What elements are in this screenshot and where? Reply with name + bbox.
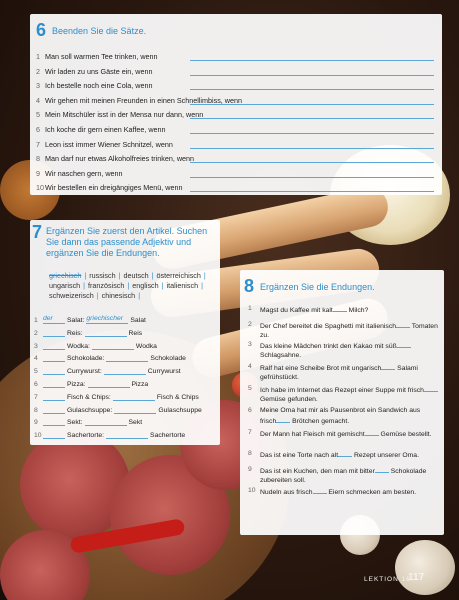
row-number: 5 [34,368,38,376]
garlic [395,540,455,595]
row-number: 8 [34,406,38,414]
article-blank[interactable] [43,379,65,388]
ending-blank[interactable] [424,384,438,392]
sentence-end: Schlagsahne. [260,352,302,359]
exercise-6-panel [30,14,442,195]
answer-line[interactable] [190,133,434,134]
sentence-start: Das ist ein Kuchen, den man mit bitter [260,468,375,475]
answer-line[interactable] [190,104,434,105]
row-number: 7 [34,393,38,401]
exercise-number: 7 [32,222,43,242]
separator: | [118,271,121,280]
lesson-label: LEKTION 16 [364,576,411,583]
sentence-text: Mein Mitschüler isst in der Mensa nur dann, wenn [45,110,204,120]
sentence-row [248,320,438,340]
sentence-start: Ralf hat eine Scheibe Brot mit ungarisch [260,365,382,372]
sentence-start: Nudeln aus frisch [260,489,313,496]
sentence-text [260,304,438,315]
noun-result: Reis [128,329,143,337]
article-row [34,430,185,439]
row-number: 1 [34,317,38,324]
adjective-option: chinesisch [101,291,136,300]
row-number: 1 [36,52,40,61]
adjective-blank[interactable] [113,392,155,401]
sentence-row [248,406,438,426]
article-row [34,341,157,350]
sentence-start: Der Mann hat Fleisch mit gemischt [260,431,365,438]
sentence-end: Schokolade zubereiten soll. [260,468,427,484]
ending-blank[interactable] [313,486,327,494]
row-number: 6 [36,125,40,134]
noun-result: Sekt [128,419,143,427]
adjective-option: französisch [88,281,125,290]
sentence-end: Gemüse gefunden. [260,396,318,403]
article-blank[interactable] [43,366,65,375]
sentence-text: Wir gehen mit meinen Freunden in einen Schnellimbiss, wenn [45,95,242,105]
sentence-text [260,384,438,404]
exercise-8-panel [240,270,444,535]
noun-label: Fisch & Chips: [67,393,111,401]
article-blank[interactable] [43,392,65,401]
sentence-end: Gemüse bestellt. [378,431,432,438]
adjective-blank[interactable] [85,328,127,337]
article-blank[interactable] [43,405,65,414]
sentence-end: Milch? [346,307,369,314]
sentence-start: Der Chef bereitet die Spaghetti mit italienisch [260,323,397,330]
separator: | [201,281,203,290]
sentence-row [36,125,166,134]
article-blank[interactable] [43,341,65,350]
ending-blank[interactable] [333,304,347,312]
article-row [34,379,148,388]
sentence-start: Das ist eine Torte nach alt [260,452,339,459]
sentence-end: Eiern schmecken am besten. [326,489,417,496]
ending-blank[interactable] [381,362,395,370]
sentence-row [248,340,438,360]
noun-result: Salat [130,317,146,324]
row-number: 3 [36,81,40,91]
sentence-text: Wir naschen gern, wenn [45,168,123,178]
sentence-text [260,406,438,426]
row-number: 5 [248,385,252,392]
sentence-row [248,486,438,497]
article-row [34,353,186,362]
row-number: 9 [248,466,252,473]
row-number: 3 [248,341,252,348]
article-row [34,392,199,401]
ending-blank[interactable] [276,415,290,423]
row-number: 7 [248,429,252,436]
row-number: 6 [248,407,252,414]
adjective-blank[interactable] [85,417,127,426]
article-blank[interactable] [43,417,65,426]
answer-line[interactable] [190,60,434,61]
separator: | [83,281,86,290]
adjective-option: griechisch [49,271,82,280]
ending-blank[interactable] [338,449,352,457]
ending-blank[interactable] [375,465,389,473]
answer-line[interactable] [190,75,434,76]
sentence-text: Ich bestelle noch eine Cola, wenn [45,81,153,91]
article-blank[interactable] [43,430,65,439]
sentence-row [36,67,152,76]
row-number: 9 [36,168,40,178]
sentence-text: Wir laden zu uns Gäste ein, wenn [45,66,153,76]
answer-line[interactable] [190,177,434,178]
adjective-option: schweizerisch [49,291,94,300]
sentence-text: Leon isst immer Wiener Schnitzel, wenn [45,139,173,149]
article-row [34,315,146,324]
row-number: 2 [36,66,40,76]
adjective-list [46,271,216,301]
separator: | [127,281,130,290]
sentence-text: Ich koche dir gern einen Kaffee, wenn [45,125,166,134]
row-number: 1 [248,305,252,312]
sentence-text: Wir bestellen ein dreigängiges Menü, wenn [45,183,183,193]
adjective-option: österreichisch [156,271,201,280]
noun-result: Pizza [131,381,149,388]
sentence-text [260,362,438,382]
sentence-row [36,169,123,178]
separator: | [96,291,99,300]
adjective-blank[interactable] [104,366,146,375]
answer-line[interactable] [190,89,434,90]
sentence-row [36,183,182,192]
row-number: 4 [248,363,252,370]
exercise-number: 8 [244,276,255,296]
ending-blank[interactable] [365,428,379,436]
separator: | [151,271,154,280]
answer-line[interactable] [190,162,434,163]
adjective-blank[interactable] [92,341,134,350]
sentence-row [248,362,438,382]
separator: | [161,281,164,290]
sentence-end: Tomaten zu. [260,323,438,339]
noun-label: Sekt: [67,419,83,427]
adjective-option: italienisch [166,281,199,290]
noun-result: Schokolade [150,355,186,363]
noun-label: Sachertorte: [67,432,105,440]
sentence-start: Ich habe im Internet das Rezept einer Suppe mit frisch [260,387,424,394]
sentence-text: Man soll warmen Tee trinken, wenn [45,52,158,61]
row-number: 4 [36,95,40,105]
sentence-text [260,486,438,497]
sentence-row [248,428,438,439]
sentence-row [36,110,203,119]
article-row [34,405,202,414]
noun-label: Salat: [67,317,85,324]
row-number: 10 [248,487,256,494]
row-number: 2 [34,329,38,337]
sentence-text [260,449,438,460]
noun-label: Pizza: [67,381,86,388]
ending-blank[interactable] [397,340,411,348]
row-number: 8 [36,154,40,164]
row-number: 10 [36,183,44,193]
noun-result: Wodka [135,342,157,350]
sentence-start: Magst du Kaffee mit kalt [260,307,333,314]
adjective-blank[interactable] [106,430,148,439]
article-blank[interactable] [43,353,65,362]
row-number: 10 [34,432,42,440]
sentence-text: Man darf nur etwas Alkoholfreies trinken, wenn [45,154,195,164]
answer-line[interactable] [190,118,434,119]
row-number: 9 [34,419,38,427]
ending-blank[interactable] [396,320,410,328]
adjective-option: englisch [132,281,159,290]
sentence-row [36,52,158,61]
sentence-end: Brötchen gemacht. [290,418,350,425]
exercise-title: Beenden Sie die Sätze. [52,26,147,36]
noun-result: Sachertorte [150,432,186,440]
sentence-row [248,465,438,485]
separator: | [138,291,141,300]
noun-label: Gulaschsuppe: [67,406,113,414]
article-row [34,417,142,426]
noun-result: Currywurst [147,368,181,376]
adjective-blank[interactable]: griechischer [86,315,128,324]
row-number: 5 [36,110,40,120]
row-number: 7 [36,139,40,149]
adjective-blank[interactable] [88,379,130,388]
sentence-row [36,81,152,90]
exercise-number: 6 [36,20,47,40]
exercise-7-panel [30,220,220,445]
sentence-row [36,154,194,163]
answer-line[interactable] [190,148,434,149]
sentence-text [260,320,438,340]
sentence-row [248,304,438,315]
sentence-text [260,428,438,439]
sentence-start: Meine Oma hat mir als Pausenbrot ein Sandwich aus frisch [260,407,421,425]
adjective-option: russisch [89,271,116,280]
article-row [34,366,181,375]
noun-label: Wodka: [67,342,90,350]
noun-result: Gulaschsuppe [158,406,202,414]
adjective-option: ungarisch [49,281,81,290]
article-blank[interactable] [43,328,65,337]
sentence-start: Das kleine Mädchen trinkt den Kakao mit süß [260,343,397,350]
exercise-title: Ergänzen Sie zuerst den Artikel. Suchen Sie dann das passende Adjektiv und ergänzen Sie die Endungen. [46,226,208,258]
row-number: 6 [34,381,38,388]
adjective-blank[interactable] [106,353,148,362]
row-number: 8 [248,450,252,457]
noun-result: Fisch & Chips [156,393,199,401]
separator: | [84,271,87,280]
row-number: 3 [34,342,38,350]
sentence-row [36,140,173,149]
noun-label: Schokolade: [67,355,105,363]
separator: | [203,271,206,280]
page-number: 117 [408,572,425,583]
adjective-blank[interactable] [114,405,156,414]
article-blank[interactable]: der [43,315,65,324]
sentence-end: Rezept unserer Oma. [352,452,419,459]
sentence-row [248,449,438,460]
noun-label: Currywurst: [67,368,102,376]
noun-label: Reis: [67,329,83,337]
sentence-text [260,465,438,485]
sentence-row [248,384,438,404]
sentence-text [260,340,438,360]
answer-line[interactable] [190,191,434,192]
sentence-end: Salami gefrühstückt. [260,365,418,381]
exercise-title: Ergänzen Sie die Endungen. [260,282,375,292]
row-number: 4 [34,355,38,363]
adjective-option: deutsch [123,271,149,280]
row-number: 2 [248,321,252,328]
article-row [34,328,142,337]
